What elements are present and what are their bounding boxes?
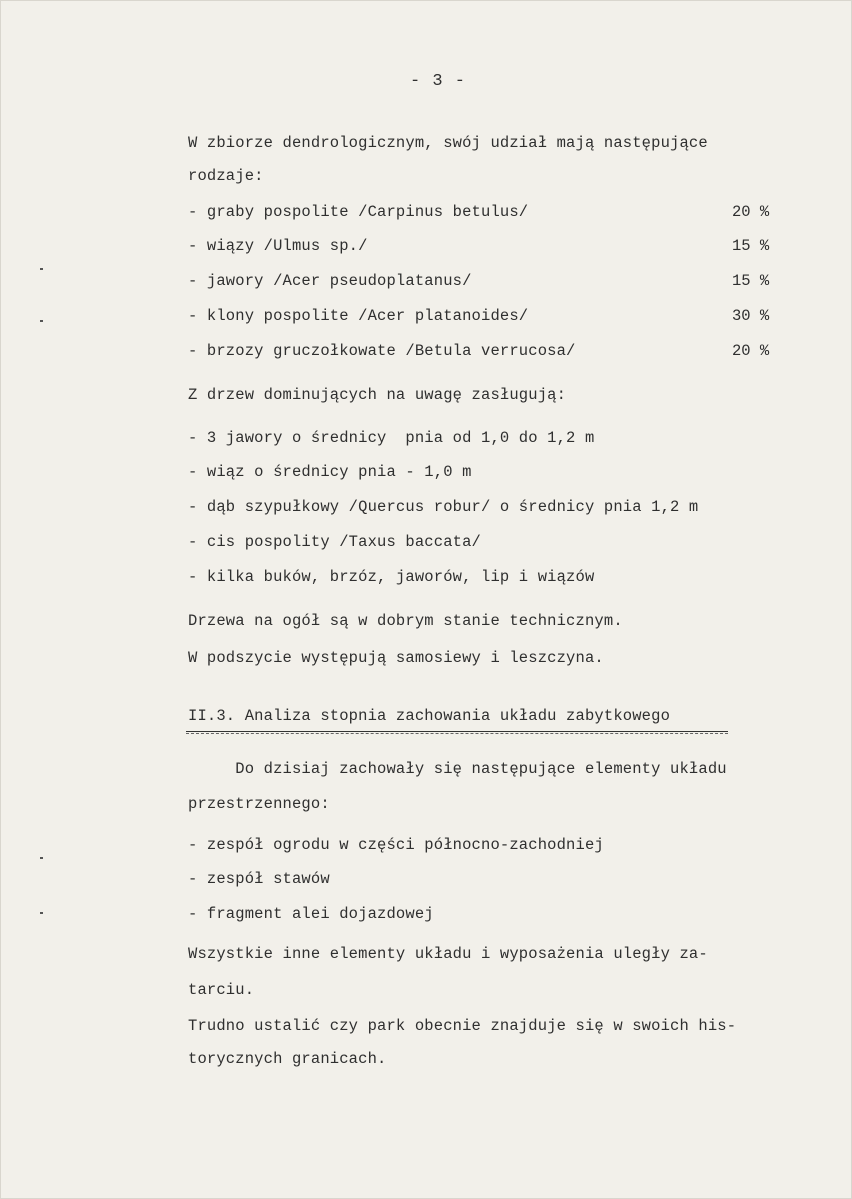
section-item: - zespół stawów: [188, 870, 330, 888]
paragraph-line: Do dzisiaj zachowały się następujące elementy układu: [188, 760, 727, 778]
intro-line: rodzaje:: [188, 167, 264, 185]
paragraph-line: Trudno ustalić czy park obecnie znajduje się w swoich his-: [188, 1017, 737, 1035]
paragraph-line: przestrzennego:: [188, 795, 330, 813]
condition-line: W podszycie występują samosiewy i leszczyna.: [188, 649, 604, 667]
dominant-item: - wiąz o średnicy pnia - 1,0 m: [188, 463, 472, 481]
dominant-item: - cis pospolity /Taxus baccata/: [188, 533, 481, 551]
condition-line: Drzewa na ogół są w dobrym stanie technicznym.: [188, 612, 623, 630]
species-item: - brzozy gruczołkowate /Betula verrucosa/: [188, 342, 576, 360]
section-underline: [186, 731, 728, 734]
species-percentage: 20 %: [732, 342, 770, 360]
paragraph-line: tarciu.: [188, 981, 255, 999]
species-percentage: 15 %: [732, 272, 770, 290]
paragraph-line: Wszystkie inne elementy układu i wyposażenia uległy za-: [188, 945, 708, 963]
species-percentage: 20 %: [732, 203, 770, 221]
species-percentage: 15 %: [732, 237, 770, 255]
section-title: II.3. Analiza stopnia zachowania układu zabytkowego: [188, 707, 671, 725]
paragraph-line: torycznych granicach.: [188, 1050, 387, 1068]
species-percentage: 30 %: [732, 307, 770, 325]
margin-mark: [40, 320, 43, 322]
species-item: - wiązy /Ulmus sp./: [188, 237, 368, 255]
page-number: - 3 -: [410, 72, 467, 91]
dominant-item: - kilka buków, brzóz, jaworów, lip i wiązów: [188, 568, 595, 586]
dominant-item: - 3 jawory o średnicy pnia od 1,0 do 1,2 m: [188, 429, 595, 447]
section-item: - fragment alei dojazdowej: [188, 905, 434, 923]
margin-mark: [40, 912, 43, 914]
section-item: - zespół ogrodu w części północno-zachodniej: [188, 836, 604, 854]
dominant-heading: Z drzew dominujących na uwagę zasługują:: [188, 386, 567, 404]
intro-line: W zbiorze dendrologicznym, swój udział mają następujące: [188, 134, 708, 152]
margin-mark: [40, 268, 43, 270]
species-item: - jawory /Acer pseudoplatanus/: [188, 272, 472, 290]
margin-mark: [40, 857, 43, 859]
species-item: - klony pospolite /Acer platanoides/: [188, 307, 529, 325]
dominant-item: - dąb szypułkowy /Quercus robur/ o średnicy pnia 1,2 m: [188, 498, 699, 516]
species-item: - graby pospolite /Carpinus betulus/: [188, 203, 529, 221]
